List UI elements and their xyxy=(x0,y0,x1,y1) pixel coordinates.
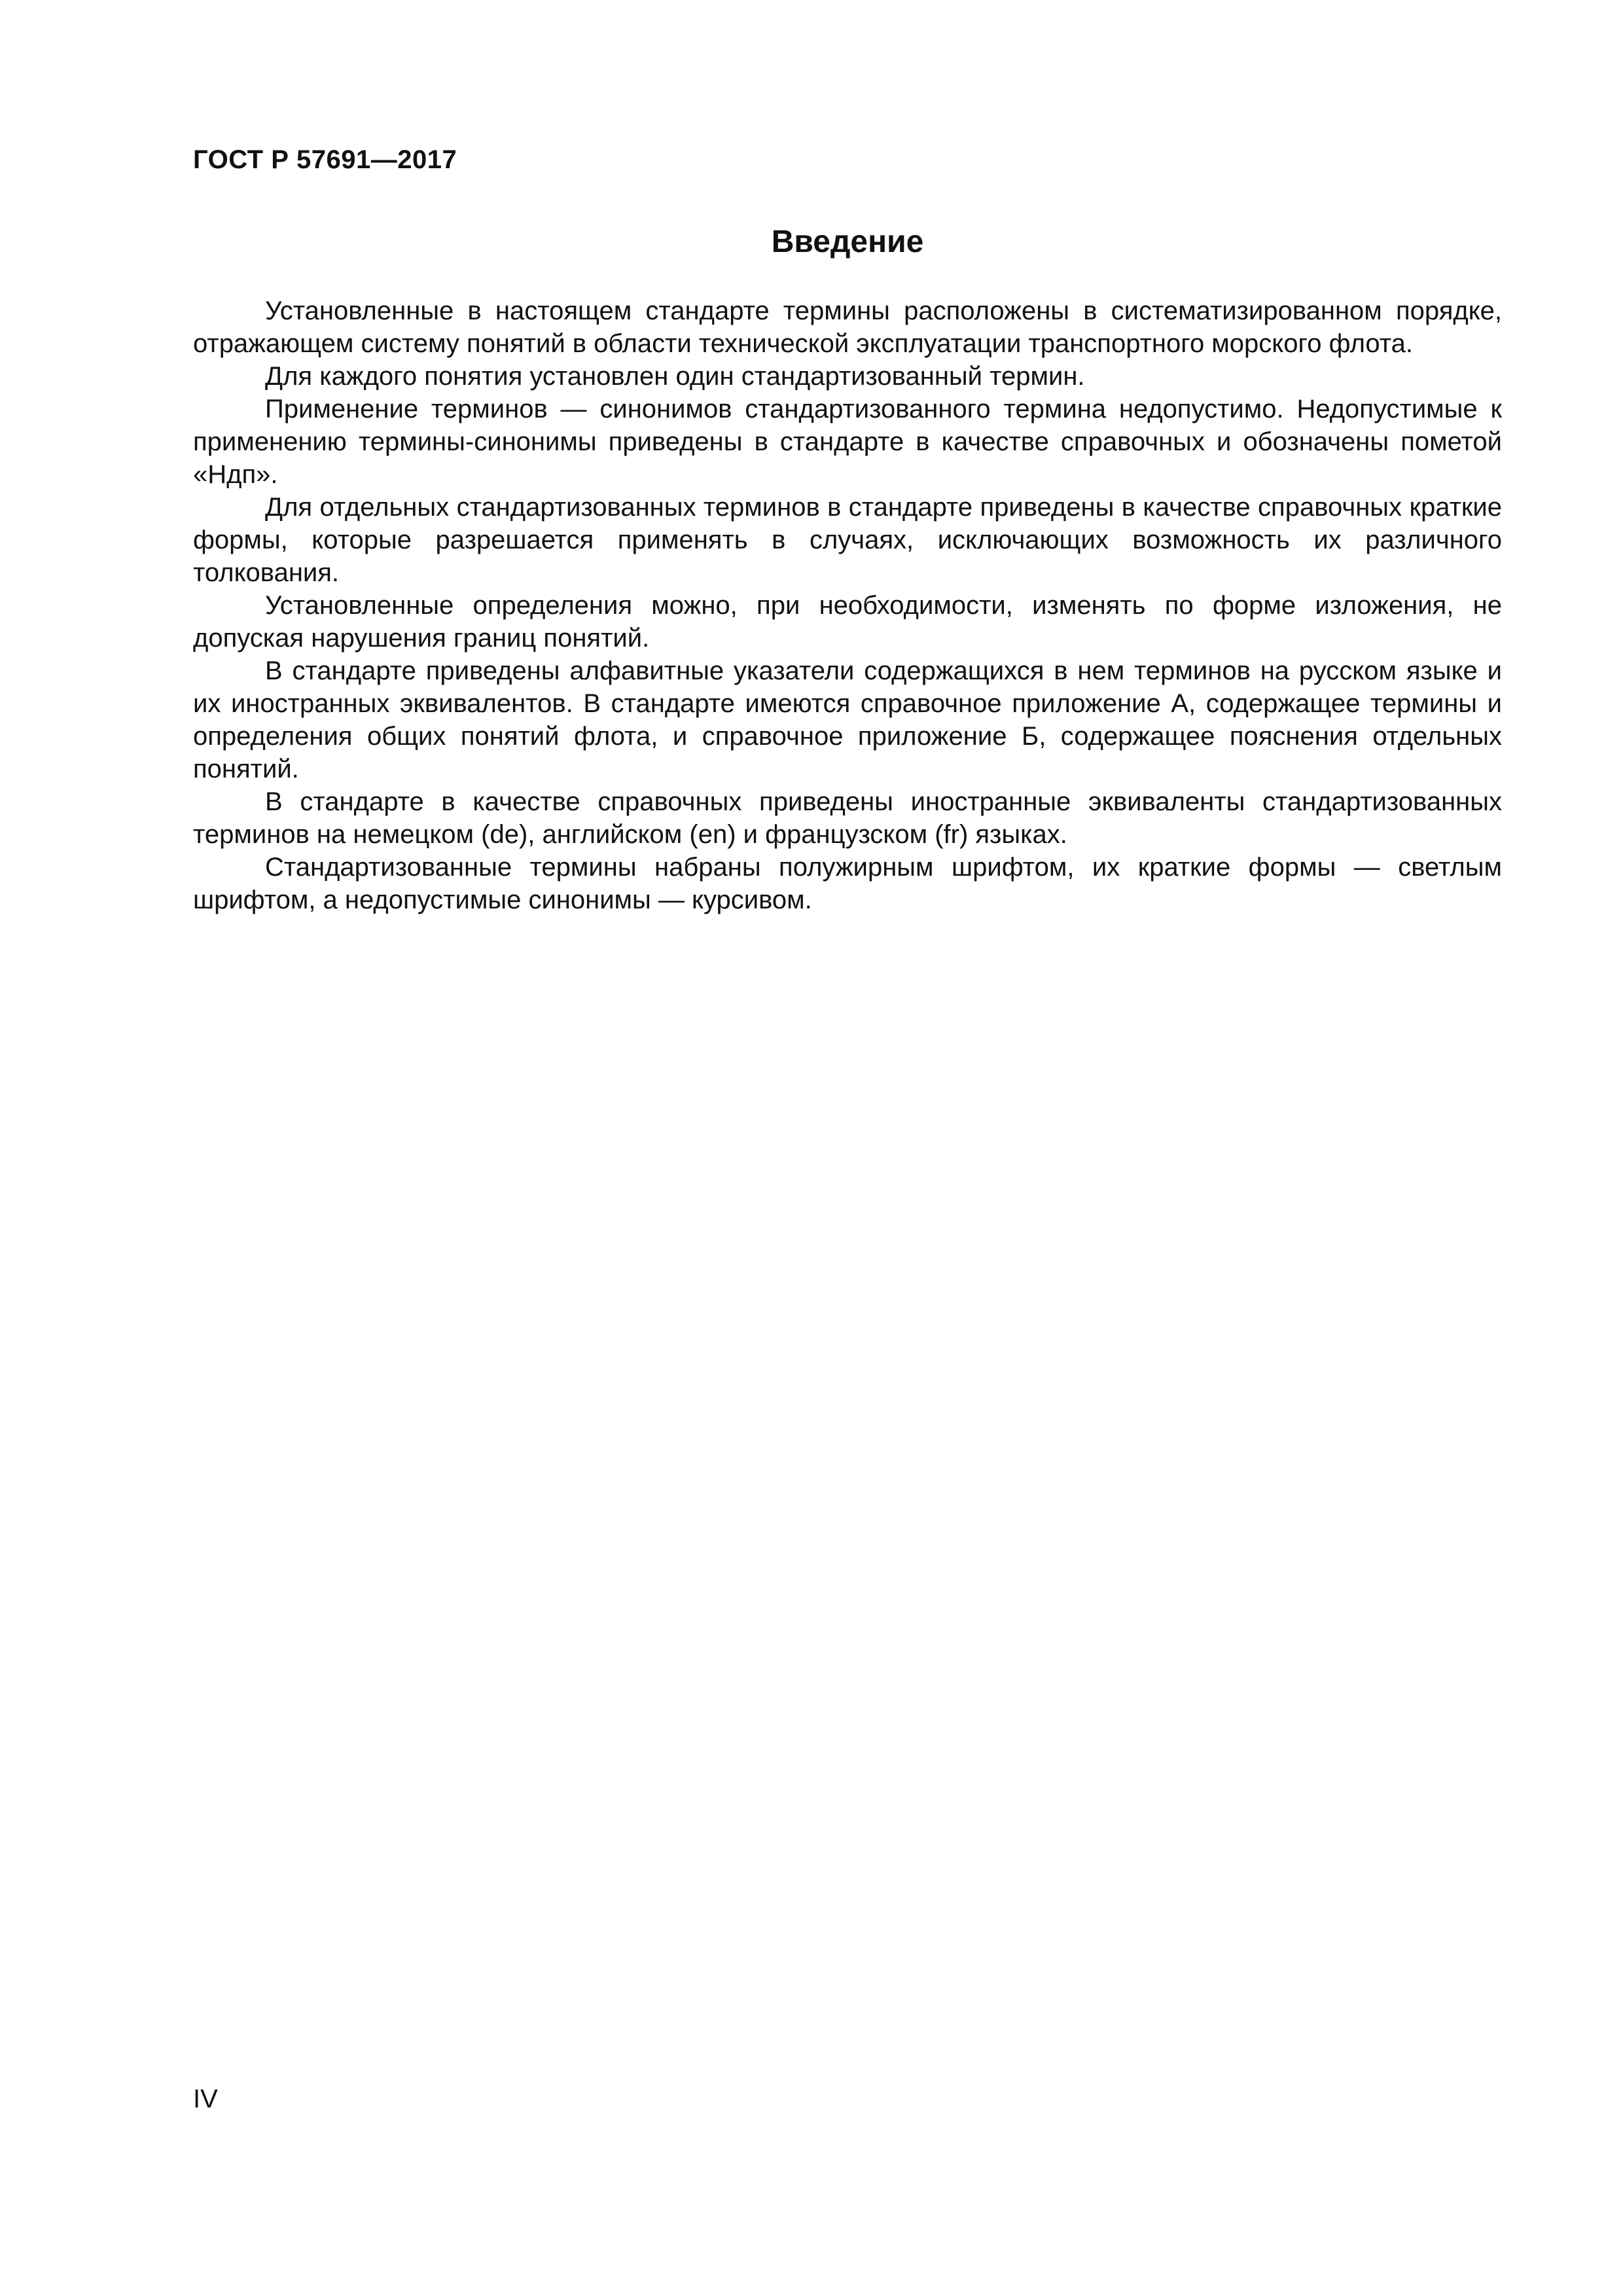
paragraph: Для отдельных стандартизованных терминов в стандарте приведены в качестве справочных краткие формы, которые разрешается применять в случаях, исключающих возможность их различного толкования. xyxy=(193,493,1502,587)
paragraph: Установленные определения можно, при необходимости, изменять по форме изложения, не допуская нарушения границ понятий. xyxy=(193,591,1502,653)
paragraph: В стандарте приведены алфавитные указатели содержащихся в нем терминов на русском языке и их иностранных эквивалентов. В стандарте имеются справочное приложение А, содержащее термины и определения общих понятий флота, и справочное приложение Б, содержащее пояснения отдельных понятий. xyxy=(193,656,1502,783)
paragraph: Установленные в настоящем стандарте термины расположены в систематизированном порядке, отражающем систему понятий в области технической эксплуатации транспортного морского флота. xyxy=(193,296,1502,358)
paragraph: Для каждого понятия установлен один стандартизованный термин. xyxy=(265,362,1085,391)
paragraph: Применение терминов — синонимов стандартизованного термина недопустимо. Недопустимые к применению термины-синонимы приведены в стандарте в качестве справочных и обозначены пометой «Ндп». xyxy=(193,395,1502,489)
paragraph: Стандартизованные термины набраны полужирным шрифтом, их краткие формы — светлым шрифтом, а недопустимые синонимы — курсивом. xyxy=(193,853,1502,914)
document-code: ГОСТ Р 57691—2017 xyxy=(193,145,457,174)
page-number: IV xyxy=(193,2085,218,2113)
section-title: Введение xyxy=(771,224,924,259)
paragraph: В стандарте в качестве справочных приведены иностранные эквиваленты стандартизованных терминов на немецком (de), английском (en) и французском (fr) языках. xyxy=(193,787,1502,849)
body-text xyxy=(193,295,1502,916)
